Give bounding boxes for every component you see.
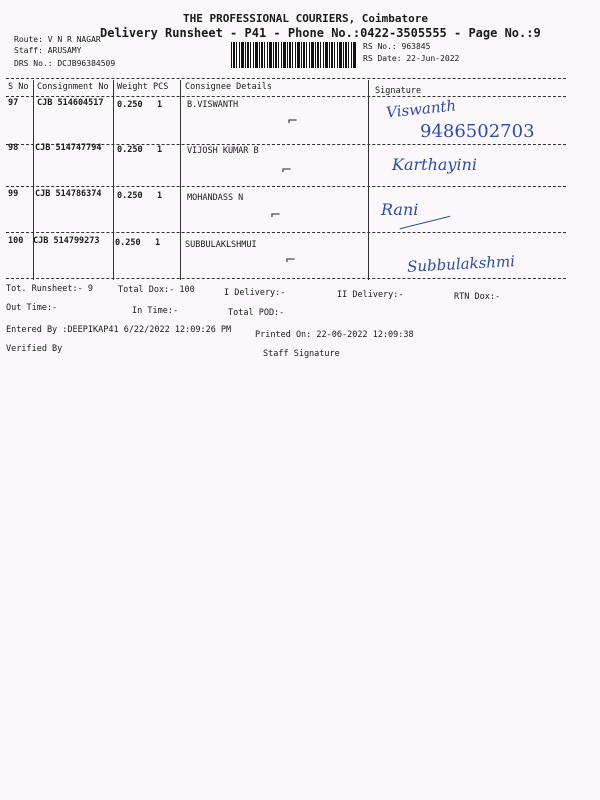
row-pcs: 1	[157, 145, 163, 155]
entered-by: Entered By :DEEPIKAP41 6/22/2022 12:09:26 PM	[6, 325, 232, 335]
signature-image: Rani	[381, 200, 419, 219]
staff-signature: Staff Signature	[263, 349, 340, 359]
table-bottom-rule	[6, 278, 566, 279]
col-weight: Weight	[117, 82, 148, 92]
col-consignment: Consignment No	[37, 82, 109, 92]
first-delivery: I Delivery:-	[224, 288, 286, 298]
rtn-dox: RTN Dox:-	[454, 292, 501, 302]
row-pcs: 1	[157, 191, 163, 201]
signature-image: Viswanth	[385, 96, 457, 122]
row-sno: 100	[8, 236, 24, 246]
row-weight: 0.250	[117, 191, 143, 201]
page-title: Delivery Runsheet - P41 - Phone No.:0422-3505555 - Page No.:9	[100, 26, 541, 40]
col-signature: Signature	[375, 86, 422, 96]
checkmark-icon: ⌐	[270, 208, 281, 223]
row-pcs: 1	[155, 238, 161, 248]
checkmark-icon: ⌐	[285, 253, 296, 268]
row-weight: 0.250	[117, 145, 143, 155]
row-pcs: 1	[157, 100, 163, 110]
signature-image: Karthayini	[392, 155, 477, 174]
total-pod: Total POD:-	[228, 308, 285, 318]
in-time: In Time:-	[132, 306, 179, 316]
table-top-rule	[6, 78, 566, 79]
row-consignee: VIJOSH KUMAR B	[187, 146, 259, 156]
staff-label: Staff: ARUSAMY	[14, 46, 82, 55]
rs-number: RS No.: 963845	[363, 42, 431, 51]
second-delivery: II Delivery:-	[337, 290, 404, 300]
total-dox: Total Dox:- 100	[118, 285, 195, 295]
row-divider	[6, 232, 566, 233]
column-divider	[113, 80, 114, 280]
signature-phone: 9486502703	[420, 121, 535, 142]
row-weight: 0.250	[117, 100, 143, 110]
signature-image: Subbulakshmi	[406, 252, 516, 276]
printed-on: Printed On: 22-06-2022 12:09:38	[255, 330, 414, 340]
row-sno: 98	[8, 143, 19, 153]
column-divider	[180, 80, 181, 280]
row-weight: 0.250	[115, 238, 141, 248]
row-consignment: CJB 514799273	[33, 236, 100, 246]
rs-date: RS Date: 22-Jun-2022	[363, 54, 460, 63]
drs-number: DRS No.: DCJB96384509	[14, 59, 116, 68]
row-sno: 97	[8, 98, 19, 108]
row-consignee: SUBBULAKLSHMUI	[185, 240, 257, 250]
column-divider	[368, 80, 369, 280]
out-time: Out Time:-	[6, 303, 58, 313]
barcode-image	[231, 42, 357, 68]
row-consignee: MOHANDASS N	[187, 193, 244, 203]
company-name: THE PROFESSIONAL COURIERS, Coimbatore	[183, 12, 429, 25]
route-label: Route: V N R NAGAR	[14, 35, 101, 44]
row-consignment: CJB 514747794	[35, 143, 102, 153]
col-sno: S No	[8, 82, 29, 92]
col-consignee: Consignee Details	[185, 82, 272, 92]
row-sno: 99	[8, 189, 19, 199]
column-divider	[33, 80, 34, 280]
row-consignment: CJB 514786374	[35, 189, 102, 199]
row-divider	[6, 186, 566, 187]
row-consignee: B.VISWANTH	[187, 100, 239, 110]
verified-by: Verified By	[6, 344, 63, 354]
row-consignment: CJB 514604517	[37, 98, 104, 108]
header-bottom-rule	[6, 96, 566, 97]
checkmark-icon: ⌐	[287, 114, 298, 129]
checkmark-icon: ⌐	[281, 163, 292, 178]
total-runsheet: Tot. Runsheet:- 9	[6, 284, 93, 294]
col-pcs: PCS	[153, 82, 169, 92]
